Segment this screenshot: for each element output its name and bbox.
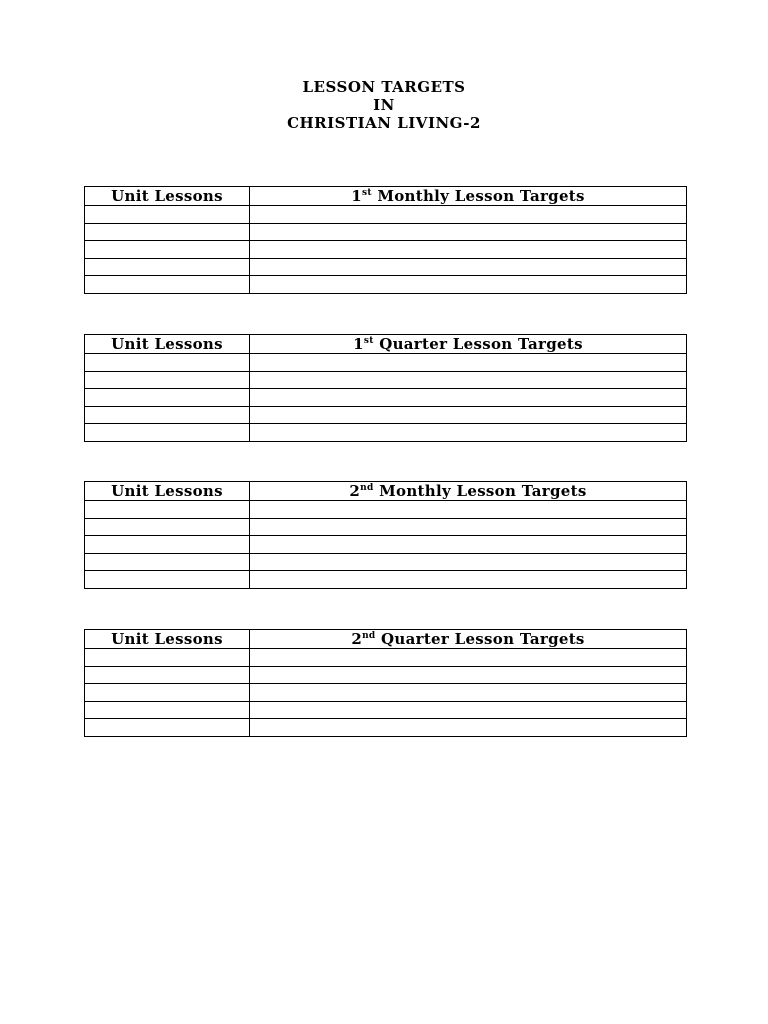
lesson-target-cell[interactable] bbox=[250, 571, 687, 589]
lesson-target-cell[interactable] bbox=[250, 684, 687, 702]
lesson-target-cell[interactable] bbox=[250, 276, 687, 294]
lesson-target-cell[interactable] bbox=[250, 518, 687, 536]
header-text: Quarter Lesson Targets bbox=[375, 630, 585, 648]
lesson-targets-header bbox=[250, 482, 687, 501]
unit-lessons-header: Unit Lessons bbox=[85, 335, 250, 354]
ordinal-suffix: st bbox=[361, 188, 372, 198]
lesson-target-cell[interactable] bbox=[250, 536, 687, 554]
first-quarter-targets-table bbox=[84, 334, 687, 442]
unit-lesson-cell[interactable] bbox=[85, 571, 250, 589]
document-title bbox=[0, 78, 768, 132]
lesson-target-cell[interactable] bbox=[250, 649, 687, 667]
title-line-3: CHRISTIAN LIVING-2 bbox=[287, 114, 481, 132]
lesson-target-cell[interactable] bbox=[250, 241, 687, 259]
table-row bbox=[85, 536, 687, 554]
unit-lesson-cell[interactable] bbox=[85, 241, 250, 259]
ordinal-suffix: nd bbox=[362, 631, 376, 641]
unit-lessons-header: Unit Lessons bbox=[85, 630, 250, 649]
unit-lesson-cell[interactable] bbox=[85, 649, 250, 667]
ordinal-number: 2 bbox=[351, 630, 363, 648]
table-row bbox=[85, 719, 687, 737]
unit-lesson-cell[interactable] bbox=[85, 424, 250, 442]
table-row bbox=[85, 684, 687, 702]
header-text: Monthly Lesson Targets bbox=[371, 187, 585, 205]
table-row bbox=[85, 649, 687, 667]
unit-lesson-cell[interactable] bbox=[85, 276, 250, 294]
lesson-target-cell[interactable] bbox=[250, 701, 687, 719]
table-row bbox=[85, 518, 687, 536]
lesson-target-cell[interactable] bbox=[250, 666, 687, 684]
unit-lesson-cell[interactable] bbox=[85, 518, 250, 536]
ordinal-number: 1 bbox=[353, 335, 364, 353]
second-monthly-targets-table bbox=[84, 481, 687, 589]
table-row bbox=[85, 501, 687, 519]
unit-lesson-cell[interactable] bbox=[85, 666, 250, 684]
unit-lesson-cell[interactable] bbox=[85, 354, 250, 372]
table-row bbox=[85, 354, 687, 372]
table-row bbox=[85, 241, 687, 259]
lesson-target-cell[interactable] bbox=[250, 406, 687, 424]
title-line-2: IN bbox=[373, 96, 395, 114]
first-monthly-targets-table bbox=[84, 186, 687, 294]
lesson-targets-header bbox=[250, 630, 687, 649]
table-row bbox=[85, 553, 687, 571]
lesson-target-cell[interactable] bbox=[250, 424, 687, 442]
unit-lesson-cell[interactable] bbox=[85, 371, 250, 389]
unit-lesson-cell[interactable] bbox=[85, 553, 250, 571]
unit-lesson-cell[interactable] bbox=[85, 701, 250, 719]
unit-lesson-cell[interactable] bbox=[85, 501, 250, 519]
table-row bbox=[85, 571, 687, 589]
table-header-row bbox=[85, 187, 687, 206]
lesson-target-cell[interactable] bbox=[250, 258, 687, 276]
table-row bbox=[85, 206, 687, 224]
lesson-targets-header bbox=[250, 335, 687, 354]
table-header-row bbox=[85, 630, 687, 649]
table-row bbox=[85, 276, 687, 294]
ordinal-suffix: st bbox=[363, 336, 374, 346]
ordinal-number: 2 bbox=[349, 482, 361, 500]
table-row bbox=[85, 389, 687, 407]
unit-lesson-cell[interactable] bbox=[85, 719, 250, 737]
unit-lesson-cell[interactable] bbox=[85, 206, 250, 224]
header-text: Monthly Lesson Targets bbox=[373, 482, 587, 500]
unit-lessons-header: Unit Lessons bbox=[85, 187, 250, 206]
unit-lesson-cell[interactable] bbox=[85, 536, 250, 554]
header-text: Quarter Lesson Targets bbox=[373, 335, 583, 353]
lesson-target-cell[interactable] bbox=[250, 389, 687, 407]
table-header-row bbox=[85, 482, 687, 501]
title-line-1: LESSON TARGETS bbox=[302, 78, 466, 96]
unit-lesson-cell[interactable] bbox=[85, 684, 250, 702]
table-row bbox=[85, 406, 687, 424]
lesson-target-cell[interactable] bbox=[250, 206, 687, 224]
table-row bbox=[85, 701, 687, 719]
lesson-target-cell[interactable] bbox=[250, 371, 687, 389]
lesson-target-cell[interactable] bbox=[250, 719, 687, 737]
lesson-targets-header bbox=[250, 187, 687, 206]
table-row bbox=[85, 223, 687, 241]
unit-lesson-cell[interactable] bbox=[85, 223, 250, 241]
unit-lesson-cell[interactable] bbox=[85, 389, 250, 407]
unit-lesson-cell[interactable] bbox=[85, 406, 250, 424]
table-row bbox=[85, 258, 687, 276]
lesson-target-cell[interactable] bbox=[250, 553, 687, 571]
second-quarter-targets-table bbox=[84, 629, 687, 737]
unit-lessons-header: Unit Lessons bbox=[85, 482, 250, 501]
table-row bbox=[85, 371, 687, 389]
table-header-row bbox=[85, 335, 687, 354]
ordinal-number: 1 bbox=[351, 187, 362, 205]
unit-lesson-cell[interactable] bbox=[85, 258, 250, 276]
table-row bbox=[85, 424, 687, 442]
lesson-target-cell[interactable] bbox=[250, 501, 687, 519]
lesson-target-cell[interactable] bbox=[250, 223, 687, 241]
ordinal-suffix: nd bbox=[360, 483, 374, 493]
table-row bbox=[85, 666, 687, 684]
lesson-target-cell[interactable] bbox=[250, 354, 687, 372]
